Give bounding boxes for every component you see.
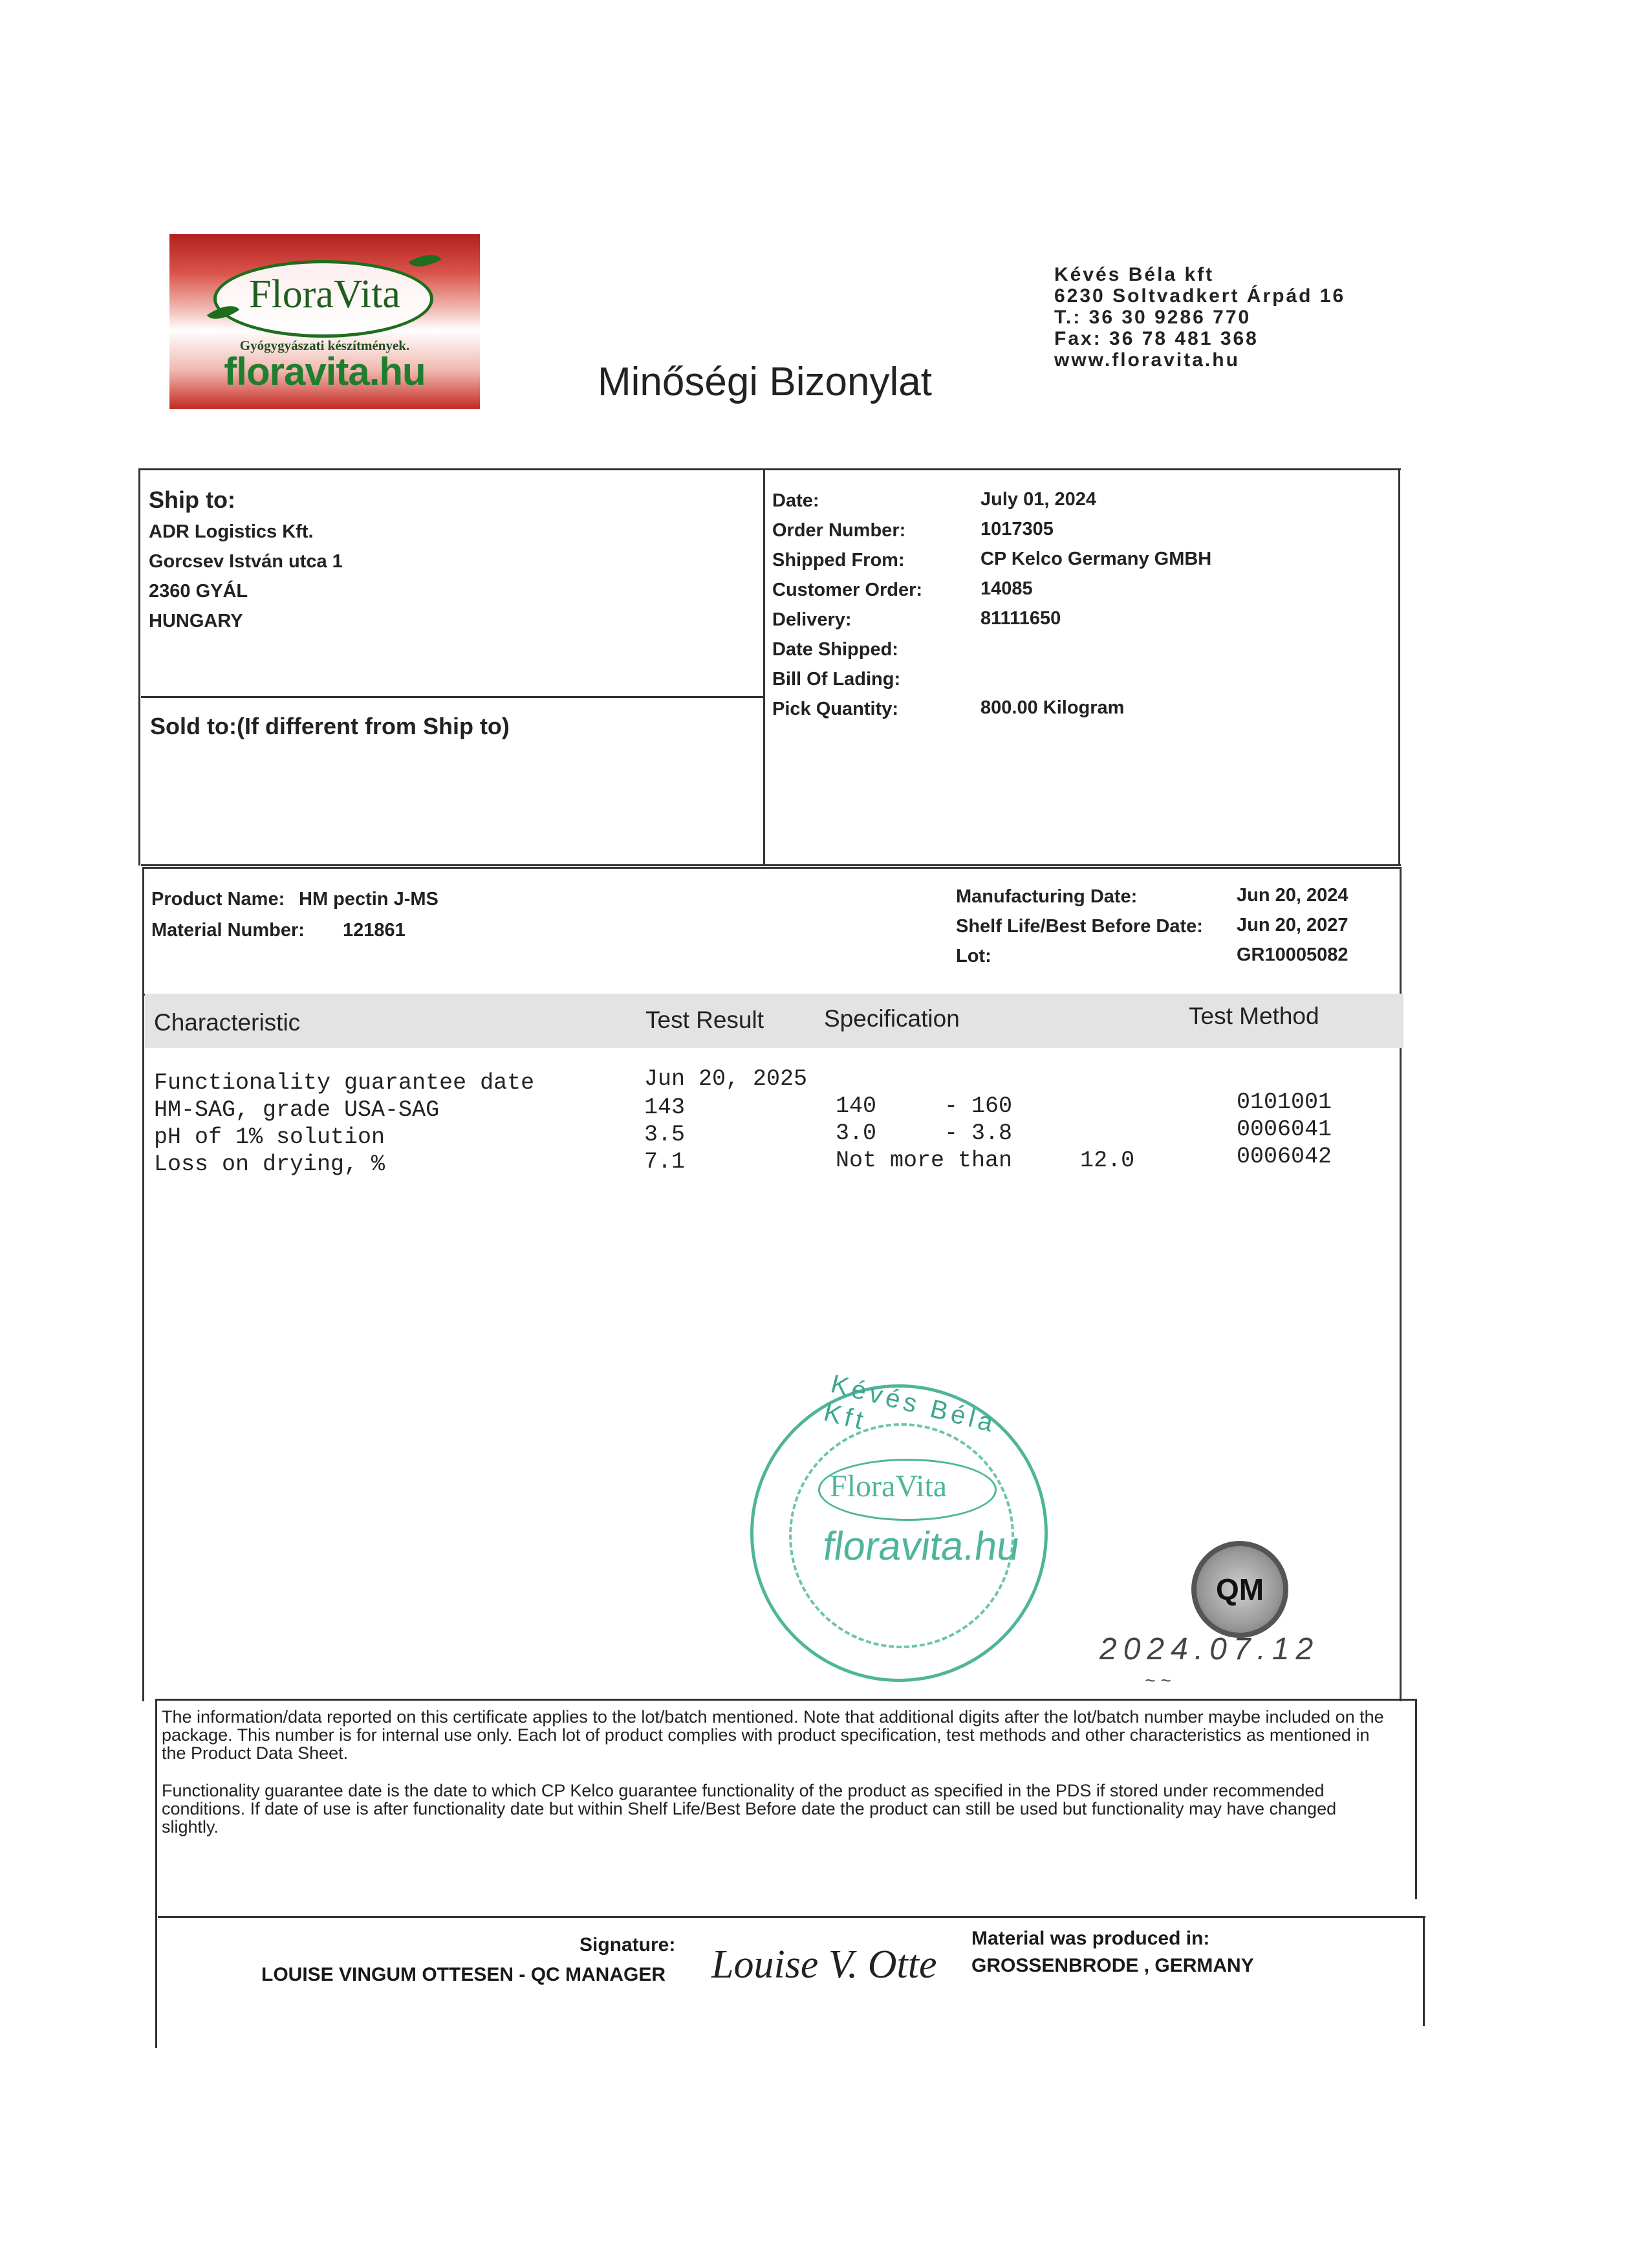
row-result: 7.1 [644,1149,686,1175]
stamp-url: floravita.hu [820,1524,1023,1569]
logo-tagline: Gyógygyászati készítmények. [239,338,410,353]
row-spec: 3.0 - 3.8 [836,1120,1013,1146]
order-date-value: July 01, 2024 [980,489,1096,510]
row-result: 143 [644,1095,686,1120]
col-test-result: Test Result [645,1007,764,1033]
col-test-method: Test Method [1189,1003,1319,1029]
company-info [1054,264,1345,371]
shelf-life-value: Jun 20, 2027 [1237,915,1348,935]
stamp-brand: FloraVita [830,1469,947,1503]
row-characteristic: Functionality guarantee date [154,1070,535,1096]
table-header [145,994,1403,1048]
order-label: Pick Quantity: [772,699,898,719]
mfg-date-value: Jun 20, 2024 [1237,885,1348,906]
order-label: Date Shipped: [772,639,898,660]
disclaimer-paragraph: The information/data reported on this certificate applies to the lot/batch mentioned. Note that additional digits after the lot/batch number maybe included on the package. This number is for internal use only. Each lot of product complies with product specification, test methods and other characteristics as mentioned in the Product Data Sheet. [162,1707,1384,1763]
company-stamp [750,1369,1048,1682]
ship-to-line: ADR Logistics Kft. [149,521,314,542]
product-name-value: HM pectin J-MS [299,889,439,910]
disclaimer-paragraph: Functionality guarantee date is the date to which CP Kelco guarantee functionality of the product as specified in the PDS if stored under recommended conditions. If date of use is after functionality date but within Shelf Life/Best Before date the product can still be used but functionality may have changed slightly. [162,1781,1337,1837]
order-number-value: 1017305 [980,519,1054,540]
mfg-date-label: Manufacturing Date: [956,886,1138,907]
ship-to-heading: Ship to: [149,486,235,513]
company-name: Kévés Béla kft [1054,264,1215,285]
handwritten-initials: ~ ~ [1145,1670,1171,1690]
disclaimer-text [162,1708,1384,1855]
order-label: Customer Order: [772,580,923,600]
product-box-top [142,867,1401,869]
row-characteristic: HM-SAG, grade USA-SAG [154,1097,440,1123]
box-left-border [138,468,140,866]
signature-right [1423,1916,1425,2026]
row-spec: 140 - 160 [836,1093,1013,1119]
disclaimer-left [155,1699,157,2048]
lot-value: GR10005082 [1237,944,1348,965]
order-label: Date: [772,490,819,511]
row-method: 0006042 [1237,1144,1332,1170]
document-title: Minőségi Bizonylat [598,360,932,404]
pick-quantity-value: 800.00 Kilogram [980,697,1125,718]
box-bottom-border [141,864,1401,866]
main-left-border [142,867,144,1701]
sold-to-heading: Sold to:(If different from Ship to) [150,713,510,739]
signature-label: Signature: [579,1934,676,1956]
col-characteristic: Characteristic [154,1009,301,1036]
row-method: 0006041 [1237,1117,1332,1142]
disclaimer-right [1415,1699,1417,1899]
leaf-icon [409,247,442,274]
material-number-label: Material Number: [151,920,305,941]
product-name-label: Product Name: [151,889,285,910]
ship-to-line: Gorcsev István utca 1 [149,551,343,572]
delivery-value: 81111650 [980,608,1061,629]
company-phone: T.: 36 30 9286 770 [1054,307,1251,328]
produced-in-place: GROSSENBRODE , GERMANY [971,1955,1254,1976]
main-right-border [1400,867,1402,1701]
floravita-logo [169,234,480,409]
order-label: Shipped From: [772,550,905,571]
signatory-name: LOUISE VINGUM OTTESEN - QC MANAGER [261,1964,666,1985]
order-label: Delivery: [772,609,852,630]
box-top-border [138,468,1401,470]
row-characteristic: Loss on drying, % [154,1151,385,1177]
logo-url: floravita.hu [224,350,426,393]
row-result: Jun 20, 2025 [644,1066,808,1092]
shipped-from-value: CP Kelco Germany GMBH [980,549,1212,569]
order-label: Order Number: [772,520,906,541]
row-result: 3.5 [644,1122,686,1148]
customer-order-value: 14085 [980,578,1033,599]
shelf-life-label: Shelf Life/Best Before Date: [956,916,1203,937]
row-characteristic: pH of 1% solution [154,1124,385,1150]
company-website: www.floravita.hu [1054,349,1240,371]
sold-to-divider [141,696,763,698]
lot-label: Lot: [956,946,991,966]
row-method: 0101001 [1237,1089,1332,1115]
material-number-value: 121861 [343,920,406,941]
handwritten-date: 2024.07.12 [1099,1632,1320,1666]
disclaimer-top [155,1699,1416,1701]
produced-in-label: Material was produced in: [971,1928,1210,1949]
stamp-name: Kévés Béla Kft [821,1369,1000,1439]
row-spec: Not more than 12.0 [836,1148,1135,1173]
signature-top [158,1916,1425,1918]
order-label: Bill Of Lading: [772,669,901,690]
company-address: 6230 Soltvadkert Árpád 16 [1054,285,1346,307]
qm-label: QM [1215,1573,1264,1606]
col-specification: Specification [824,1005,960,1032]
ship-to-line: HUNGARY [149,611,243,631]
logo-brand: FloraVita [249,272,400,316]
ship-to-line: 2360 GYÁL [149,581,248,602]
company-fax: Fax: 36 78 481 368 [1054,328,1259,349]
box-divider [763,468,765,866]
qm-seal [1191,1541,1288,1638]
handwritten-signature: Louise V. Otte [711,1943,937,1987]
box-right-border [1398,468,1400,866]
